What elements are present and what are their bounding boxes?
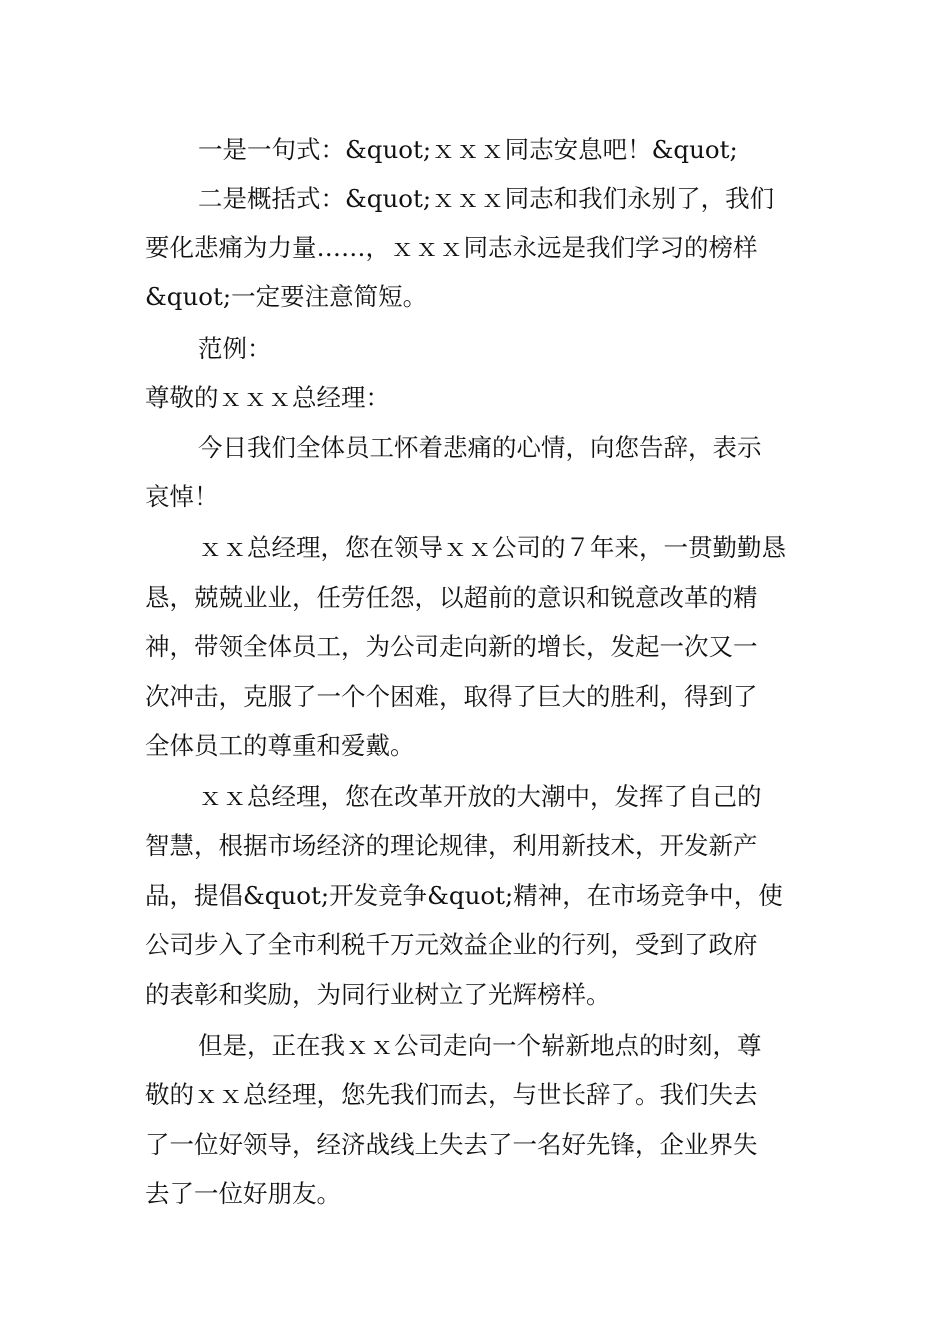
text-line: 去了一位好朋友。 bbox=[145, 1179, 341, 1208]
text-line: 次冲击，克服了一个个困难，取得了巨大的胜利，得到了 bbox=[145, 682, 758, 711]
text-line: 范例： bbox=[198, 334, 272, 363]
text-line: &quot;一定要注意简短。 bbox=[145, 282, 428, 311]
text-line: 智慧，根据市场经济的理论规律，利用新技术，开发新产 bbox=[145, 831, 758, 860]
text-line: ｘｘ总经理，您在改革开放的大潮中，发挥了自己的 bbox=[198, 782, 762, 811]
text-line: 要化悲痛为力量……，ｘｘｘ同志永远是我们学习的榜样 bbox=[145, 233, 758, 262]
text-line: 但是，正在我ｘｘ公司走向一个崭新地点的时刻，尊 bbox=[198, 1031, 762, 1060]
text-line: 恳，兢兢业业，任劳任怨，以超前的意识和锐意改革的精 bbox=[145, 583, 758, 612]
text-line: 今日我们全体员工怀着悲痛的心情，向您告辞，表示 bbox=[198, 433, 762, 462]
text-line: 全体员工的尊重和爱戴。 bbox=[145, 731, 415, 760]
text-line: 品，提倡&quot;开发竞争&quot;精神，在市场竞争中，使 bbox=[145, 881, 783, 910]
text-line: ｘｘ总经理，您在领导ｘｘ公司的７年来，一贯勤勤恳 bbox=[198, 533, 786, 562]
text-line: 了一位好领导，经济战线上失去了一名好先锋，企业界失 bbox=[145, 1130, 758, 1159]
text-line: 敬的ｘｘ总经理，您先我们而去，与世长辞了。我们失去 bbox=[145, 1080, 758, 1109]
text-line: 尊敬的ｘｘｘ总经理： bbox=[145, 383, 390, 412]
text-line: 二是概括式：&quot;ｘｘｘ同志和我们永别了，我们 bbox=[198, 184, 775, 213]
text-line: 的表彰和奖励，为同行业树立了光辉榜样。 bbox=[145, 980, 611, 1009]
text-line: 一是一句式：&quot;ｘｘｘ同志安息吧！&quot; bbox=[198, 135, 738, 164]
text-line: 神，带领全体员工，为公司走向新的增长，发起一次又一 bbox=[145, 632, 758, 661]
text-line: 公司步入了全市利税千万元效益企业的行列，受到了政府 bbox=[145, 930, 758, 959]
text-line: 哀悼！ bbox=[145, 482, 219, 511]
